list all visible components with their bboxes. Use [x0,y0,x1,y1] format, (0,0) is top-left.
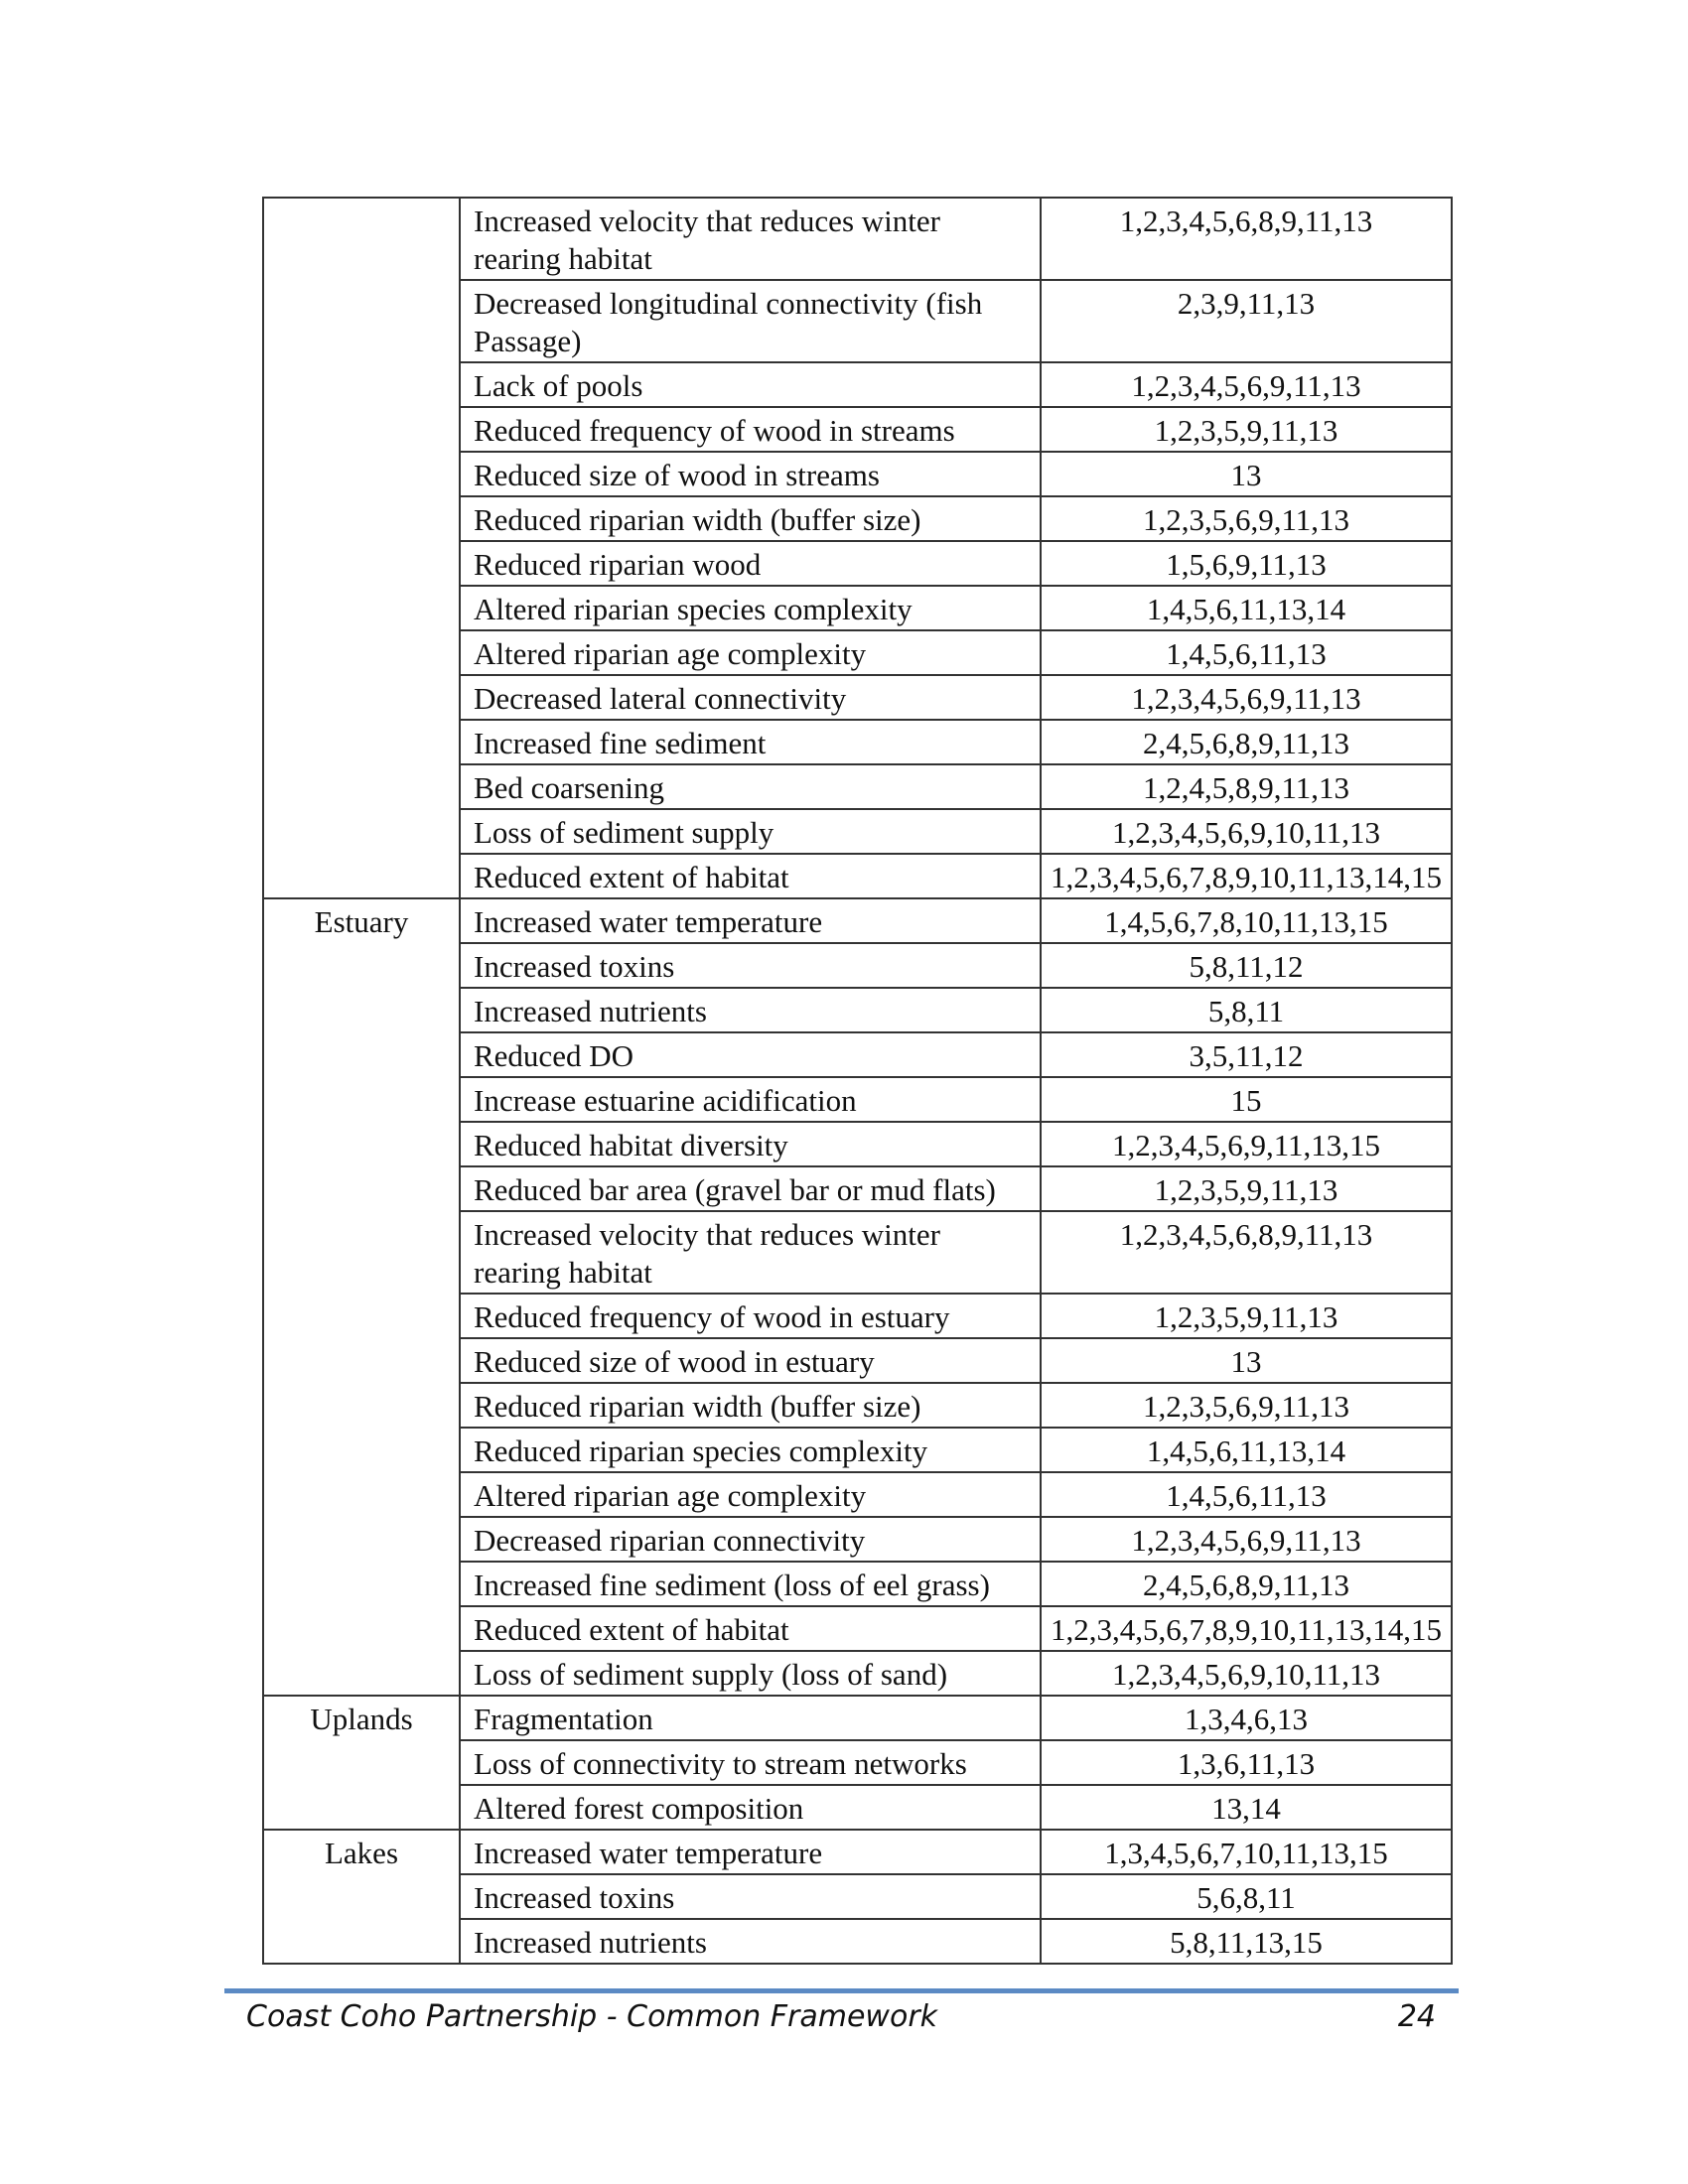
limiting-factors-table [262,197,1453,1965]
sources-cell: 3,5,11,12 [1041,1032,1452,1077]
limiting-factor-cell: Increased water temperature [460,1830,1041,1874]
sources-cell: 1,5,6,9,11,13 [1041,541,1452,586]
sources-cell: 1,3,4,6,13 [1041,1696,1452,1740]
sources-cell: 1,4,5,6,7,8,10,11,13,15 [1041,898,1452,943]
sources-cell: 2,3,9,11,13 [1041,280,1452,362]
limiting-factor-cell: Altered riparian species complexity [460,586,1041,630]
limiting-factor-cell: Reduced riparian width (buffer size) [460,496,1041,541]
limiting-factor-cell: Increased nutrients [460,1919,1041,1964]
limiting-factor-cell: Loss of sediment supply (loss of sand) [460,1651,1041,1696]
limiting-factor-cell: Lack of pools [460,362,1041,407]
sources-cell: 1,2,3,4,5,6,7,8,9,10,11,13,14,15 [1041,1606,1452,1651]
limiting-factor-cell: Increased toxins [460,943,1041,988]
limiting-factor-cell: Loss of connectivity to stream networks [460,1740,1041,1785]
limiting-factor-cell: Reduced riparian wood [460,541,1041,586]
limiting-factor-cell: Decreased lateral connectivity [460,675,1041,720]
limiting-factor-cell: Reduced frequency of wood in streams [460,407,1041,452]
sources-cell: 1,4,5,6,11,13,14 [1041,1428,1452,1472]
sources-cell: 1,2,3,4,5,6,9,11,13,15 [1041,1122,1452,1166]
limiting-factor-cell: Increased fine sediment [460,720,1041,764]
sources-cell: 1,4,5,6,11,13,14 [1041,586,1452,630]
limiting-factor-cell: Reduced riparian species complexity [460,1428,1041,1472]
sources-cell: 1,2,3,5,9,11,13 [1041,407,1452,452]
limiting-factor-cell: Altered forest composition [460,1785,1041,1830]
sources-cell: 1,2,3,5,6,9,11,13 [1041,1383,1452,1428]
table-row [263,198,1452,280]
limiting-factor-cell: Increased nutrients [460,988,1041,1032]
limiting-factor-cell: Increased water temperature [460,898,1041,943]
sources-cell: 1,2,4,5,8,9,11,13 [1041,764,1452,809]
limiting-factor-cell: Reduced DO [460,1032,1041,1077]
sources-cell: 1,4,5,6,11,13 [1041,630,1452,675]
sources-cell: 1,2,3,5,6,9,11,13 [1041,496,1452,541]
sources-cell: 1,3,4,5,6,7,10,11,13,15 [1041,1830,1452,1874]
footer-title: Coast Coho Partnership - Common Framework [246,1999,938,2034]
limiting-factor-cell: Reduced frequency of wood in estuary [460,1294,1041,1338]
habitat-cell [263,198,460,898]
sources-cell: 5,8,11,13,15 [1041,1919,1452,1964]
sources-cell: 13 [1041,1338,1452,1383]
sources-cell: 13 [1041,452,1452,496]
limiting-factor-cell: Altered riparian age complexity [460,1472,1041,1517]
limiting-factor-cell: Reduced size of wood in estuary [460,1338,1041,1383]
limiting-factor-cell: Increased toxins [460,1874,1041,1919]
habitat-cell: Estuary [263,898,460,1696]
sources-cell: 15 [1041,1077,1452,1122]
limiting-factor-cell: Increased velocity that reduces winter rearing habitat [460,198,1041,280]
table-body [263,198,1452,1964]
footer-divider [224,1988,1459,1993]
limiting-factor-cell: Increase estuarine acidification [460,1077,1041,1122]
sources-cell: 1,2,3,4,5,6,9,10,11,13 [1041,809,1452,854]
limiting-factor-cell: Reduced extent of habitat [460,854,1041,898]
sources-cell: 1,2,3,5,9,11,13 [1041,1294,1452,1338]
sources-cell: 1,2,3,4,5,6,8,9,11,13 [1041,198,1452,280]
limiting-factor-cell: Reduced riparian width (buffer size) [460,1383,1041,1428]
sources-cell: 2,4,5,6,8,9,11,13 [1041,1562,1452,1606]
limiting-factor-cell: Fragmentation [460,1696,1041,1740]
sources-cell: 1,2,3,4,5,6,9,11,13 [1041,675,1452,720]
table-row [263,1696,1452,1740]
limiting-factor-cell: Increased velocity that reduces winter rearing habitat [460,1211,1041,1294]
limiting-factor-cell: Bed coarsening [460,764,1041,809]
sources-cell: 5,8,11,12 [1041,943,1452,988]
habitat-cell: Uplands [263,1696,460,1830]
sources-cell: 1,2,3,4,5,6,9,11,13 [1041,362,1452,407]
sources-cell: 5,8,11 [1041,988,1452,1032]
sources-cell: 1,4,5,6,11,13 [1041,1472,1452,1517]
page-number: 24 [1397,1999,1436,2034]
limiting-factor-cell: Decreased longitudinal connectivity (fish Passage) [460,280,1041,362]
sources-cell: 1,2,3,4,5,6,9,11,13 [1041,1517,1452,1562]
sources-cell: 1,2,3,4,5,6,9,10,11,13 [1041,1651,1452,1696]
sources-cell: 13,14 [1041,1785,1452,1830]
table-row [263,1830,1452,1874]
sources-cell: 1,2,3,4,5,6,7,8,9,10,11,13,14,15 [1041,854,1452,898]
limiting-factor-cell: Decreased riparian connectivity [460,1517,1041,1562]
table-row [263,898,1452,943]
habitat-cell: Lakes [263,1830,460,1964]
limiting-factor-cell: Loss of sediment supply [460,809,1041,854]
limiting-factor-cell: Altered riparian age complexity [460,630,1041,675]
sources-cell: 2,4,5,6,8,9,11,13 [1041,720,1452,764]
limiting-factor-cell: Increased fine sediment (loss of eel grass) [460,1562,1041,1606]
limiting-factor-cell: Reduced habitat diversity [460,1122,1041,1166]
sources-cell: 1,3,6,11,13 [1041,1740,1452,1785]
sources-cell: 1,2,3,5,9,11,13 [1041,1166,1452,1211]
limiting-factor-cell: Reduced bar area (gravel bar or mud flats) [460,1166,1041,1211]
limiting-factor-cell: Reduced extent of habitat [460,1606,1041,1651]
limiting-factor-cell: Reduced size of wood in streams [460,452,1041,496]
sources-cell: 1,2,3,4,5,6,8,9,11,13 [1041,1211,1452,1294]
sources-cell: 5,6,8,11 [1041,1874,1452,1919]
